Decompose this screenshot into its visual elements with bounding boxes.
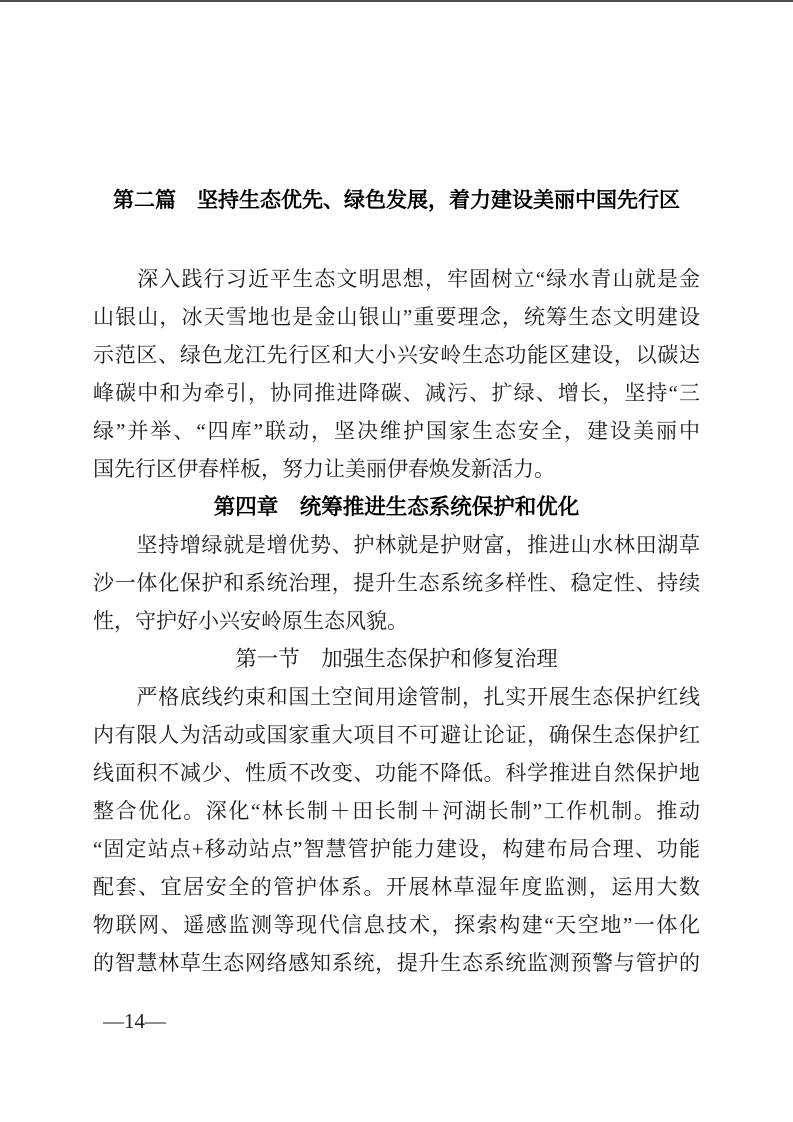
text-line: 性，守护好小兴安岭原生态风貌。 — [93, 609, 408, 633]
text-line: 线面积不减少、性质不改变、功能不降低。科学推进自然保护地 — [93, 761, 700, 785]
text-line: 物联网、遥感监测等现代信息技术，探索构建“天空地”一体化 — [93, 913, 700, 937]
document-body — [93, 260, 700, 982]
text-line: 严格底线约束和国土空间用途管制，扎实开展生态保护红线 — [93, 685, 700, 709]
text-line: 峰碳中和为牵引，协同推进降碳、减污、扩绿、增长，坚持“三 — [93, 381, 700, 405]
page-number: —14— — [103, 1009, 166, 1033]
text-line: 绿”并举、“四库”联动，坚决维护国家生态安全，建设美丽中 — [93, 419, 700, 443]
text-line: 的智慧林草生态网络感知系统，提升生态系统监测预警与管护的 — [93, 951, 700, 975]
paragraph — [93, 526, 700, 640]
text-line: 沙一体化保护和系统治理，提升生态系统多样性、稳定性、持续 — [93, 571, 700, 595]
text-line: 整合优化。深化“林长制＋田长制＋河湖长制”工作机制。推动 — [93, 799, 700, 823]
text-line: 深入践行习近平生态文明思想，牢固树立“绿水青山就是金 — [93, 267, 700, 291]
paragraph — [93, 260, 700, 488]
document-title: 第二篇 坚持生态优先、绿色发展，着力建设美丽中国先行区 — [113, 189, 680, 212]
text-line: 示范区、绿色龙江先行区和大小兴安岭生态功能区建设，以碳达 — [93, 343, 700, 367]
page-top-edge-line — [0, 0, 793, 2]
section-heading: 第一节 加强生态保护和修复治理 — [235, 647, 558, 671]
paragraph — [93, 678, 700, 982]
text-line: 内有限人为活动或国家重大项目不可避让论证，确保生态保护红 — [93, 723, 700, 747]
text-line: 山银山，冰天雪地也是金山银山”重要理念，统筹生态文明建设 — [93, 305, 700, 329]
text-line: 国先行区伊春样板，努力让美丽伊春焕发新活力。 — [93, 457, 555, 481]
text-line: 坚持增绿就是增优势、护林就是护财富，推进山水林田湖草 — [93, 533, 700, 557]
chapter-heading: 第四章 统筹推进生态系统保护和优化 — [213, 495, 580, 519]
text-line: 配套、宜居安全的管护体系。开展林草湿年度监测，运用大数 — [93, 875, 700, 899]
text-line: “固定站点+移动站点”智慧管护能力建设，构建布局合理、功能 — [93, 837, 700, 861]
